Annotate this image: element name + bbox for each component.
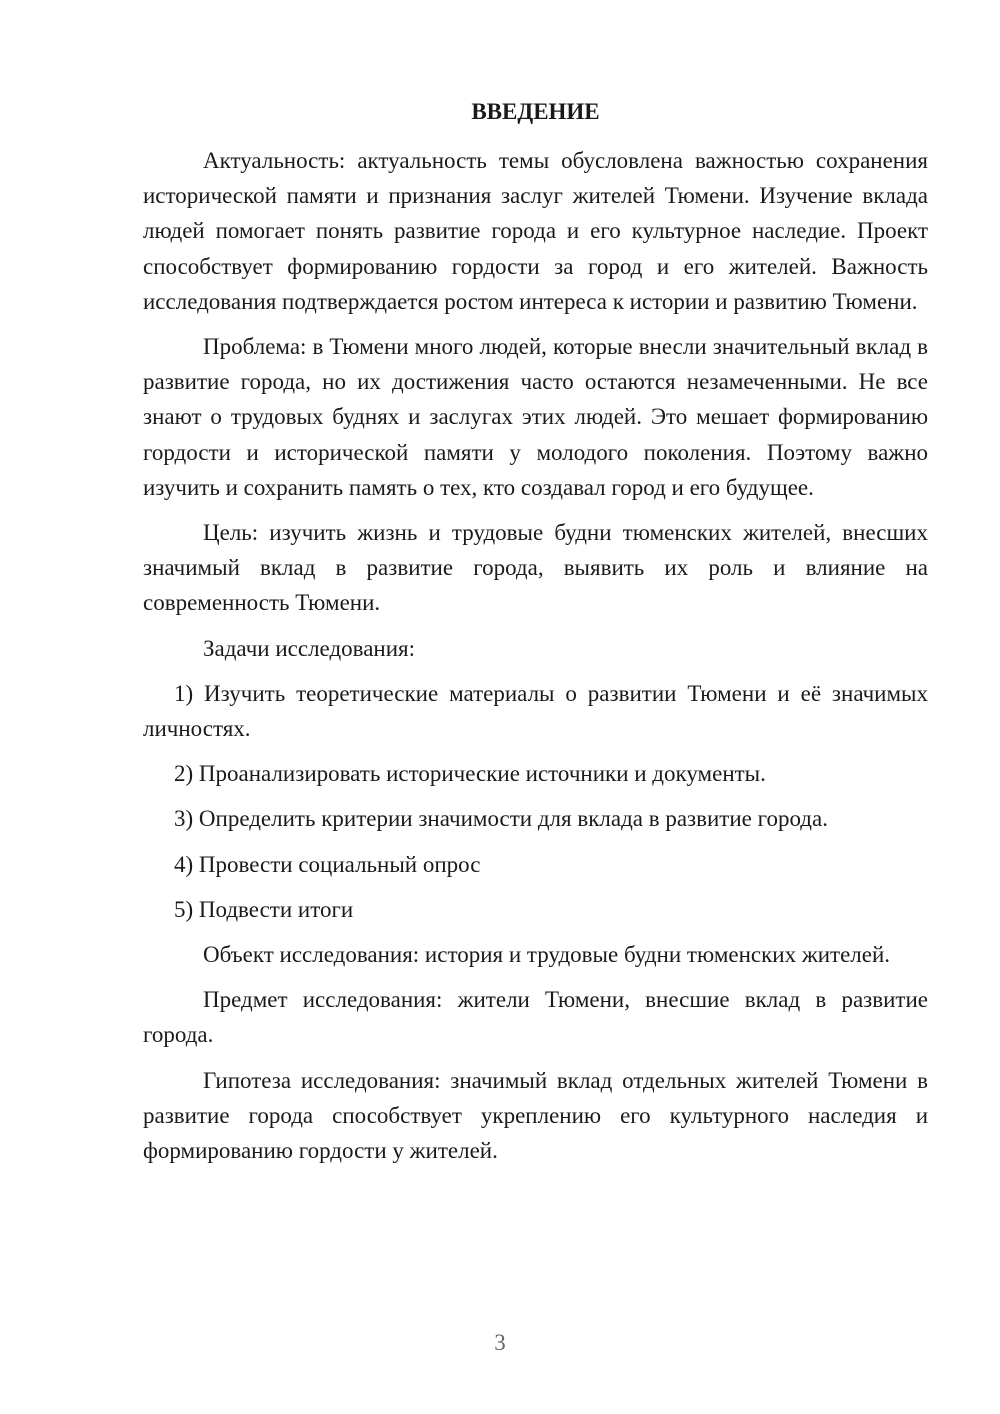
task-item: 5) Подвести итоги [174,896,354,922]
goal-paragraph: Цель: изучить жизнь и трудовые будни тюменских жителей, внесших значимый вклад в развитие города, выявить их роль и влияние на современность Тюмени. [143,520,928,616]
page-title: ВВЕДЕНИЕ [471,99,600,124]
task-item: 2) Проанализировать исторические источники и документы. [174,761,766,787]
tasks-list [143,676,928,927]
object-paragraph: Объект исследования: история и трудовые будни тюменских жителей. [203,942,891,968]
task-item: 4) Провести социальный опрос [174,851,481,877]
relevance-paragraph: Актуальность: актуальность темы обусловлена важностью сохранения исторической памяти и признания заслуг жителей Тюмени. Изучение вклада людей помогает понять развитие города и его культурное наследие. Проект способствует формированию гордости за город и его жителей. Важность исследования подтверждается ростом интереса к истории и развитию Тюмени. [143,148,928,314]
document-page [143,94,928,1178]
subject-paragraph: Предмет исследования: жители Тюмени, внесшие вклад в развитие города. [143,987,928,1048]
tasks-heading: Задачи исследования: [203,635,416,661]
problem-paragraph: Проблема: в Тюмени много людей, которые внесли значительный вклад в развитие города, но их достижения часто остаются незамеченными. Не все знают о трудовых буднях и заслугах этих людей. Это мешает формированию гордости и исторической памяти у молодого поколения. Поэтому важно изучить и сохранить память о тех, кто создавал город и его будущее. [143,334,928,500]
task-item: 3) Определить критерии значимости для вклада в развитие города. [174,806,828,832]
task-item: 1) Изучить теоретические материалы о развитии Тюмени и её значимых личностях. [143,680,928,742]
page-number: 3 [494,1330,506,1355]
hypothesis-paragraph: Гипотеза исследования: значимый вклад отдельных жителей Тюмени в развитие города способствует укреплению его культурного наследия и формированию гордости у жителей. [143,1067,928,1164]
